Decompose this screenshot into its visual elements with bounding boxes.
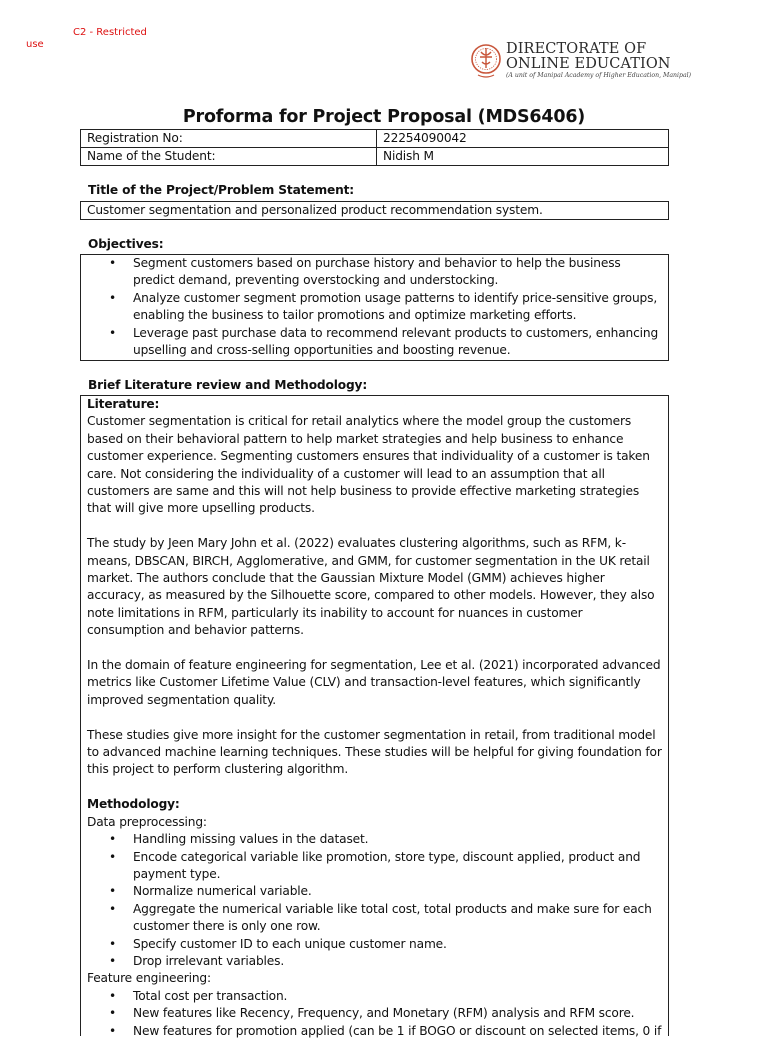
logo-title-line1: DIRECTORATE OF xyxy=(506,41,647,57)
review-heading: Brief Literature review and Methodology: xyxy=(88,378,368,392)
logo-subtitle: (A unit of Manipal Academy of Higher Education, Manipal) xyxy=(506,72,692,79)
list-item: • Handling missing values in the dataset. xyxy=(87,831,662,848)
classification-label-continued: use xyxy=(26,39,44,50)
institution-logo xyxy=(470,40,692,82)
list-item: • Encode categorical variable like promotion, store type, discount applied, product and payment type. xyxy=(87,849,662,884)
list-item: • Segment customers based on purchase history and behavior to help the business predict demand, preventing overstocking and understocking. xyxy=(87,255,662,290)
list-item: • Drop irrelevant variables. xyxy=(87,953,662,970)
literature-heading: Literature: xyxy=(87,397,160,411)
preprocessing-list xyxy=(87,831,662,970)
list-item: • Aggregate the numerical variable like total cost, total products and make sure for each customer there is only one row. xyxy=(87,901,662,936)
emblem-icon xyxy=(470,42,502,80)
feature-engineering-list xyxy=(87,988,662,1040)
list-item: • Total cost per transaction. xyxy=(87,988,662,1005)
literature-paragraph: In the domain of feature engineering for segmentation, Lee et al. (2021) incorporated advanced metrics like Customer Lifetime Value (CLV) and transaction-level features, which significantly improved segmentation quality. xyxy=(87,658,661,707)
page-title: Proforma for Project Proposal (MDS6406) xyxy=(182,107,586,127)
list-item: • Analyze customer segment promotion usage patterns to identify price-sensitive groups, enabling the business to tailor promotions and optimize marketing efforts. xyxy=(87,290,662,325)
methodology-heading: Methodology: xyxy=(87,797,180,812)
logo-title-line2: ONLINE EDUCATION xyxy=(506,56,671,72)
student-info-table xyxy=(80,129,669,166)
table-row xyxy=(81,148,669,166)
literature-paragraph: The study by Jeen Mary John et al. (2022) evaluates clustering algorithms, such as RFM, k-means, DBSCAN, BIRCH, Agglomerative, and GMM, for customer segmentation in the UK retail market. The authors conclude that the Gaussian Mixture Model (GMM) achieves higher accuracy, as measured by the Silhouette score, compared to other models. However, they also note limitations in RFM, particularly its inability to account for nuances in customer consumption and behavior patterns. xyxy=(87,536,655,638)
classification-label: C2 - Restricted xyxy=(73,27,147,38)
list-item: • Normalize numerical variable. xyxy=(87,883,662,900)
student-name-label: Name of the Student: xyxy=(81,148,377,166)
registration-value: 22254090042 xyxy=(377,130,669,148)
literature-paragraph: Customer segmentation is critical for retail analytics where the model group the customers based on their behavioral pattern to help market strategies and help business to enhance customer experience. Segmenting customers ensures that individuality of a customer is taken care. Not considering the individuality of a customer will lead to an assumption that all customers are same and this will not help business to provide effective marketing strategies that will give more upselling products. xyxy=(87,414,650,516)
objectives-box xyxy=(80,254,669,361)
literature-paragraph: These studies give more insight for the customer segmentation in retail, from traditional model to advanced machine learning techniques. These studies will be helpful for giving foundation for this project to perform clustering algorithm. xyxy=(87,727,662,777)
review-box xyxy=(80,395,669,1036)
list-item: • New features like Recency, Frequency, and Monetary (RFM) analysis and RFM score. xyxy=(87,1005,662,1022)
project-title-text: Customer segmentation and personalized product recommendation system. xyxy=(87,203,543,217)
project-title-box xyxy=(80,201,669,220)
list-item: • New features for promotion applied (can be 1 if BOGO or discount on selected items, 0 if xyxy=(87,1023,662,1040)
objectives-list xyxy=(87,255,662,359)
preprocessing-label: Data preprocessing: xyxy=(87,814,207,829)
table-row xyxy=(81,130,669,148)
list-item: • Specify customer ID to each unique customer name. xyxy=(87,936,662,953)
student-name-value: Nidish M xyxy=(377,148,669,166)
project-title-heading: Title of the Project/Problem Statement: xyxy=(88,183,355,197)
feature-engineering-label: Feature engineering: xyxy=(87,971,211,986)
objectives-heading: Objectives: xyxy=(88,237,164,251)
list-item: • Leverage past purchase data to recommend relevant products to customers, enhancing upselling and cross-selling opportunities and boosting revenue. xyxy=(87,325,662,360)
registration-label: Registration No: xyxy=(81,130,377,148)
